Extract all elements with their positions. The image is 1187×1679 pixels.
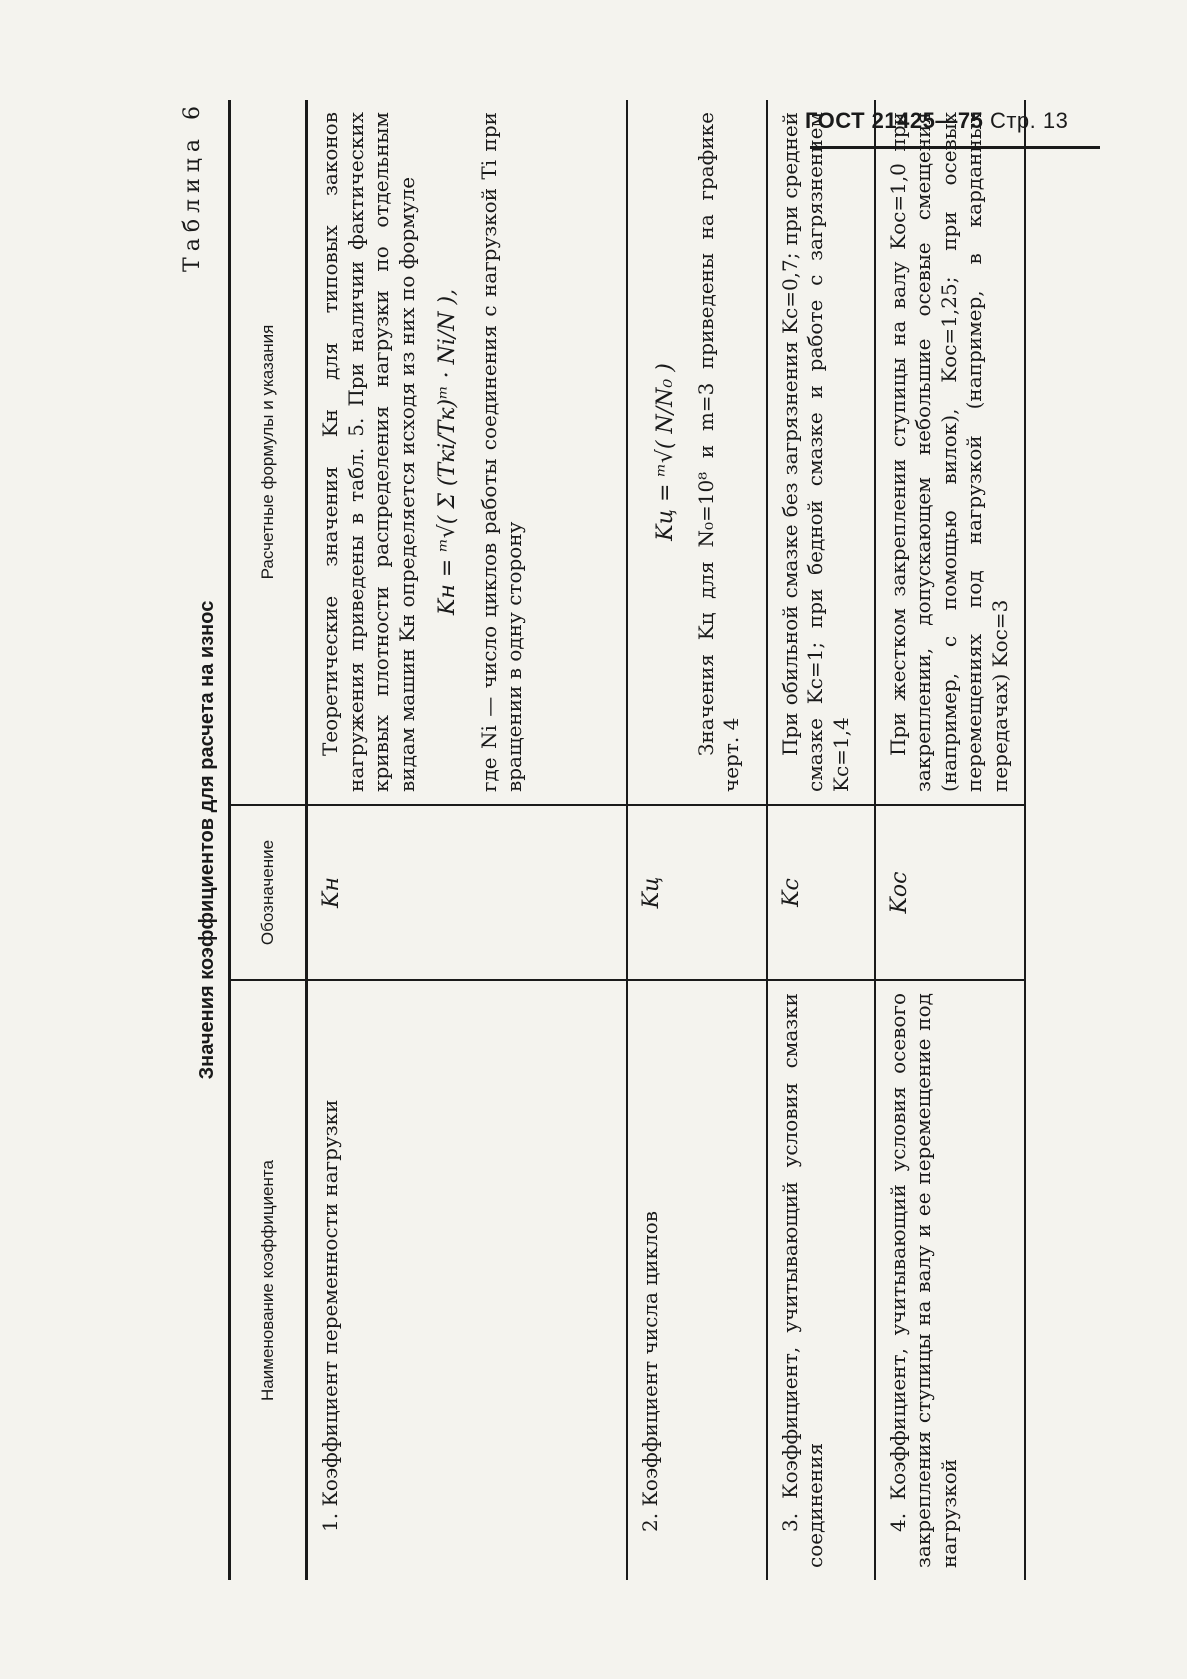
formula-cell [627, 100, 767, 805]
coefficient-symbol: Kс [767, 805, 875, 980]
coefficient-name: 3. Коэффициент, учитывающий условия смазки соединения [767, 980, 875, 1580]
standard-number: ГОСТ 21425—75 [805, 108, 984, 133]
table-row [875, 100, 1025, 1580]
formula-description: Теоретические значения Kн для типовых законов нагружения приведены в табл. 5. При наличии фактических кривых плотности распределения нагрузки по отдельным видам машин Kн определяется исходя из них по формуле [318, 112, 419, 792]
table-row [627, 100, 767, 1580]
table-header-row [230, 100, 307, 1580]
rotated-table-block [180, 100, 1120, 1580]
coefficient-name: 4. Коэффициент, учитывающий условия осевого закрепления ступицы на валу и ее перемещение под нагрузкой [875, 980, 1025, 1580]
coefficient-symbol: Kц [627, 805, 767, 980]
coefficients-table [228, 100, 1026, 1580]
coefficient-name: 2. Коэффициент числа циклов [627, 980, 767, 1580]
coefficient-symbol: Kн [307, 805, 627, 980]
column-header-symbol: Обозначение [230, 805, 307, 980]
page-number: Стр. 13 [989, 108, 1069, 133]
coefficient-name: 1. Коэффициент переменности нагрузки [307, 980, 627, 1580]
formula-description: Значения Kц для N₀=10⁸ и m=3 приведены на графике черт. 4 [693, 112, 744, 792]
table-title: Значения коэффициентов для расчета на износ [196, 600, 218, 1080]
formula-cell [307, 100, 627, 805]
formula-note: где Ni — число циклов работы соединения с нагрузкой Ti при вращении в одну сторону [476, 112, 527, 792]
coefficient-symbol: Kос [875, 805, 1025, 980]
table-label: Таблица 6 [180, 100, 205, 272]
formula: Kн = ᵐ√( Σ (Tкi/Tк)ᵐ · Ni/N ), [435, 288, 461, 616]
formula: Kц = ᵐ√( N/N₀ ) [652, 363, 678, 541]
table-row [767, 100, 875, 1580]
column-header-formulas: Расчетные формулы и указания [230, 100, 307, 805]
table-row [307, 100, 627, 1580]
formula-description: При жестком закреплении ступицы на валу Kос=1,0 при закреплении, допускающем небольшие осевые смещения (например, с помощью вилок), Kос=1,25; при осевых перемещениях под нагрузкой (например, в карданных передачах) Kос=3 [875, 100, 1025, 805]
column-header-name: Наименование коэффициента [230, 980, 307, 1580]
formula-description: При обильной смазке без загрязнения Kс=0,7; при средней смазке Kс=1; при бедной смазке и работе с загрязнением Kс=1,4 [767, 100, 875, 805]
